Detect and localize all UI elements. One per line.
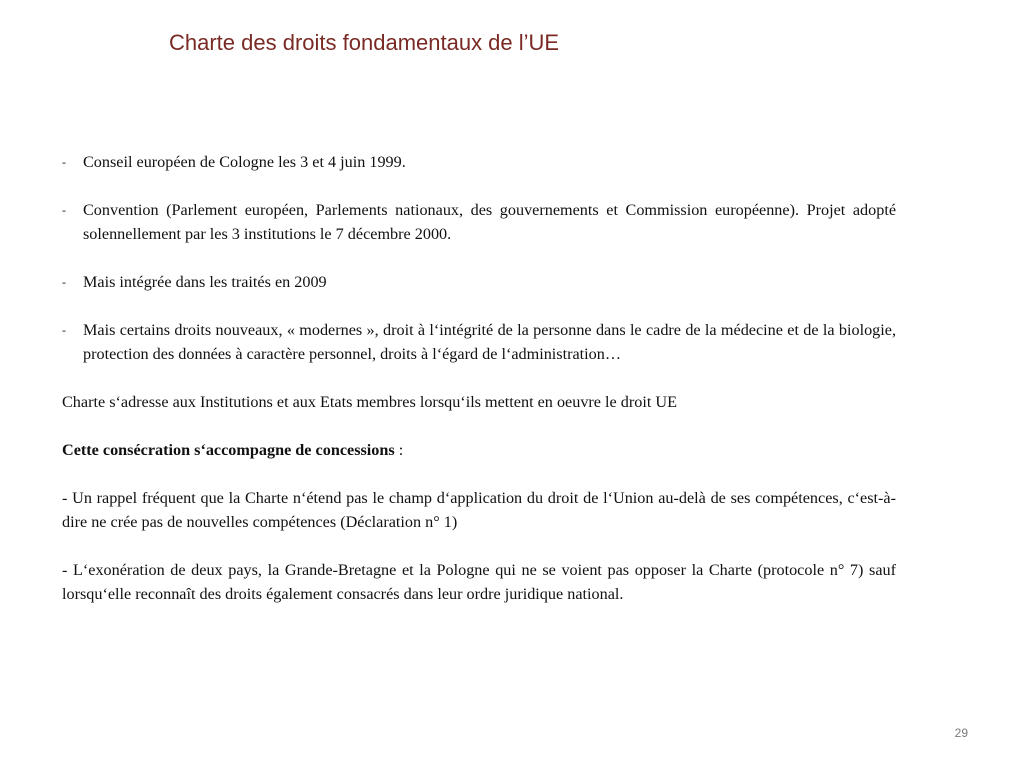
bullet-cologne-council	[62, 150, 896, 174]
bullet-marker: -	[62, 323, 66, 337]
concessions-heading-paragraph	[62, 438, 896, 462]
concessions-suffix: :	[394, 441, 404, 459]
bullet-marker: -	[62, 155, 66, 169]
slide-title: Charte des droits fondamentaux de l’UE	[169, 30, 560, 55]
bullet-text: Convention (Parlement européen, Parlements nationaux, des gouvernements et Commission européenne). Projet adopté solennellement par les 3 institutions le 7 décembre 2000.	[83, 201, 896, 243]
bullet-convention	[62, 198, 896, 246]
slide-body	[62, 150, 896, 630]
page-number: 29	[954, 726, 968, 740]
bullet-treaties-2009	[62, 270, 896, 294]
bullet-marker: -	[62, 275, 66, 289]
charter-scope-paragraph: Charte s‘adresse aux Institutions et aux Etats membres lorsqu‘ils mettent en oeuvre le droit UE	[62, 393, 677, 411]
bullet-marker: -	[62, 203, 66, 217]
concession-paragraph-2: - L‘exonération de deux pays, la Grande-Bretagne et la Pologne qui ne se voient pas opposer la Charte (protocole n° 7) sauf lorsqu‘elle reconnaît des droits également consacrés dans leur ordre juridique national.	[62, 561, 896, 603]
concession-paragraph-1: - Un rappel fréquent que la Charte n‘étend pas le champ d‘application du droit de l‘Union au-delà de ses compétences, c‘est-à-dire ne crée pas de nouvelles compétences (Déclaration n° 1)	[62, 489, 896, 531]
bullet-new-rights	[62, 318, 896, 366]
bullet-text: Mais intégrée dans les traités en 2009	[83, 273, 327, 291]
concessions-heading: Cette consécration s‘accompagne de concessions	[62, 441, 395, 459]
bullet-text: Conseil européen de Cologne les 3 et 4 juin 1999.	[83, 153, 406, 171]
bullet-text: Mais certains droits nouveaux, « modernes », droit à l‘intégrité de la personne dans le cadre de la médecine et de la biologie, protection des données à caractère personnel, droits à l‘égard de l‘administration…	[83, 321, 896, 363]
